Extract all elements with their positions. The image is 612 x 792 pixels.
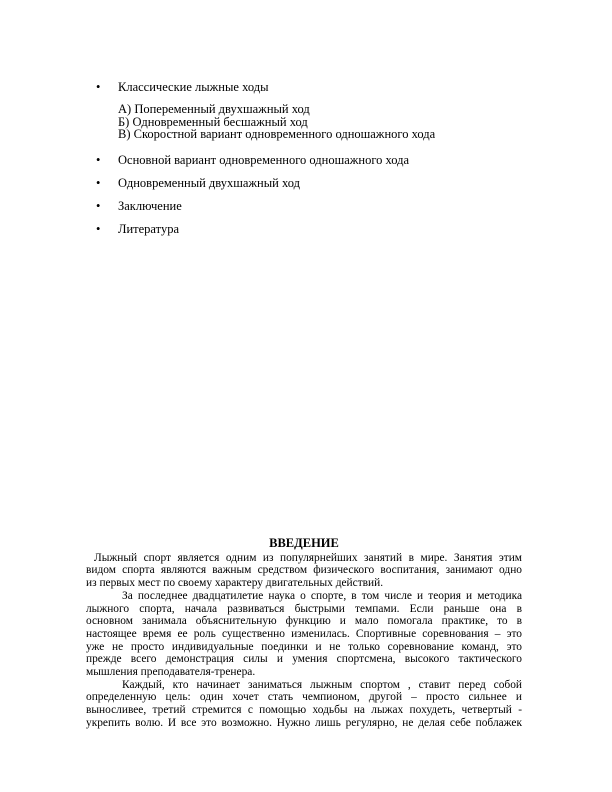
intro-paragraph-1 [86, 552, 522, 590]
intro-paragraph-3 [86, 679, 522, 730]
text-line: настоящее время ее роль существенно изменилась. Спортивные соревнования – это [86, 627, 522, 640]
toc-item-label: Основной вариант одновременного одношажного хода [118, 152, 410, 167]
toc-item-classic-ski-moves [96, 80, 536, 95]
bullet-icon: • [96, 198, 101, 213]
text-line: Каждый, кто начинает заниматься лыжным спортом , ставит перед собой [122, 678, 522, 691]
toc-item-basic-variant [96, 153, 536, 168]
toc-item-two-step [96, 176, 536, 191]
section-heading: ВВЕДЕНИЕ [269, 536, 339, 550]
text-line: лыжного спорта, начала развиваться быстрыми темпами. Если раньше она в [86, 602, 522, 615]
text-line: из первых мест по своему характеру двигательных действий. [86, 577, 384, 590]
toc-item-label: Одновременный двухшажный ход [118, 175, 300, 190]
toc-item-label: Заключение [118, 198, 182, 213]
text-line: прежде всего демонстрация силы и умения спортсмена, высокого тактического [86, 653, 522, 666]
text-line: основном занимала объяснительную функцию и мало помогала практике, то в [86, 615, 522, 628]
toc-subitems [118, 103, 536, 141]
toc-item-conclusion [96, 199, 536, 214]
text-line: видом спорта являются важным средством физического воспитания, занимают одно [86, 564, 522, 577]
bullet-icon: • [96, 221, 101, 236]
text-line: мышления преподавателя-тренера. [86, 666, 256, 679]
bullet-icon: • [96, 80, 101, 94]
toc-item-literature [96, 222, 536, 237]
text-line: уже не просто индивидуальные поединки и не только соревнование команд, это [86, 640, 522, 653]
introduction-section [86, 537, 522, 730]
table-of-contents [96, 80, 536, 245]
text-line: укрепить волю. И все это возможно. Нужно лишь регулярно, не делая себе поблажек [86, 716, 522, 729]
toc-item-label: Литература [118, 221, 179, 236]
toc-subitem: В) Скоростной вариант одновременного одношажного хода [118, 127, 436, 141]
toc-subitem: Б) Одновременный бесшажный ход [118, 114, 308, 129]
bullet-icon: • [96, 152, 101, 167]
text-line: определенную цель: один хочет стать чемпионом, другой – просто сильнее и [86, 691, 522, 704]
text-line: Лыжный спорт является одним из популярнейших занятий в мире. Занятия этим [94, 551, 522, 564]
bullet-icon: • [96, 175, 101, 190]
text-line: выносливее, третий стремится с помощью ходьбы на лыжах похудеть, четвертый - [86, 704, 522, 717]
toc-item-label: Классические лыжные ходы [118, 80, 269, 94]
text-line: За последнее двадцатилетие наука о спорте, в том числе и теория и методика [122, 589, 522, 602]
toc-subitem: А) Попеременный двухшажный ход [118, 102, 310, 116]
intro-paragraph-2 [86, 590, 522, 679]
